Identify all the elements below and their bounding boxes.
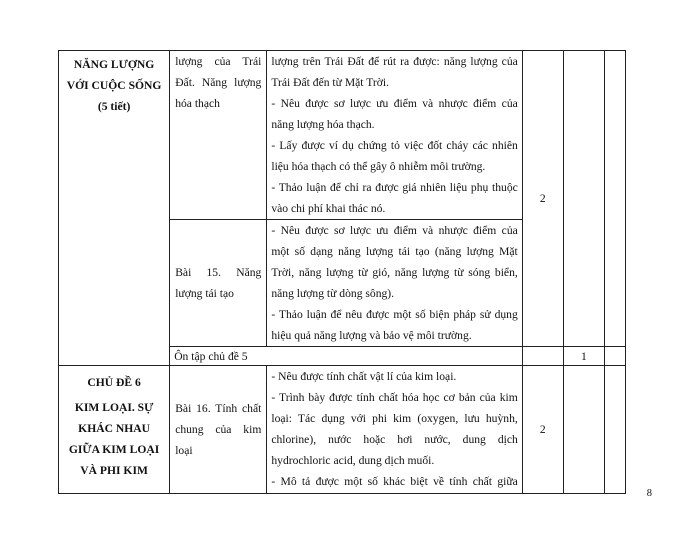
empty-cell — [563, 366, 604, 494]
lesson-cell — [170, 51, 267, 220]
requirement-line: liệu hóa thạch có thể gây ô nhiễm môi trường. — [271, 160, 486, 173]
topic-periods: (5 tiết) — [97, 100, 131, 113]
requirement-line: - Mô tả được một số khác biệt về tính chất giữa — [271, 475, 518, 488]
requirement-line: - Nêu được sơ lược ưu điểm và nhược điểm của — [271, 224, 518, 237]
requirement-line: Trời, năng lượng từ gió, năng lượng từ sóng biển, — [271, 266, 518, 279]
empty-cell — [563, 51, 604, 347]
review-label-cell — [170, 347, 523, 366]
requirements-cell — [267, 366, 522, 494]
requirement-line: - Trình bày được tính chất hóa học cơ bản của kim — [271, 391, 518, 404]
requirement-line: lượng trên Trái Đất để rút ra được: năng lượng của — [271, 55, 518, 68]
periods-value: 2 — [539, 192, 546, 205]
empty-cell — [522, 347, 563, 366]
requirement-line: năng lượng hóa thạch. — [271, 118, 375, 131]
lesson-line: loại — [175, 444, 193, 457]
lesson-cell — [170, 220, 267, 347]
review-label: Ôn tập chủ đề 5 — [174, 349, 248, 363]
empty-cell — [604, 347, 625, 366]
requirement-line: hiệu quả năng lượng và bảo vệ môi trường. — [271, 329, 472, 342]
review-periods-cell — [563, 347, 604, 366]
requirement-line: một số dạng năng lượng tái tạo (năng lượng Mặt — [271, 245, 518, 258]
table-row — [59, 51, 626, 220]
requirements-cell — [267, 220, 522, 347]
empty-cell — [604, 366, 625, 494]
lesson-line: Bài 15. Năng — [175, 266, 262, 279]
topic-6-cell — [59, 366, 170, 494]
requirement-line: - Thảo luận để nêu được một số biện pháp sử dụng — [271, 308, 518, 321]
requirement-line: loại: Tác dụng với phi kim (oxygen, lưu huỳnh, — [271, 412, 518, 425]
requirement-line: Trái Đất đến từ Mặt Trời. — [271, 76, 389, 89]
requirement-line: hydrochloric acid, dung dịch muối. — [271, 454, 435, 467]
lesson-line: lượng tái tạo — [175, 287, 234, 300]
topic-title: CHỦ ĐỀ 6 — [87, 376, 141, 389]
table-row — [59, 366, 626, 494]
empty-cell — [604, 51, 625, 347]
topic-title: KHÁC NHAU — [78, 422, 150, 435]
periods-value: 2 — [539, 423, 546, 436]
lesson-line: hóa thạch — [175, 97, 220, 110]
requirement-line: - Nêu được sơ lược ưu điểm và nhược điểm của — [271, 97, 518, 110]
periods-cell — [522, 366, 563, 494]
topic-5-cell — [59, 51, 170, 366]
review-periods-value: 1 — [580, 349, 587, 363]
requirement-line: chlorine), nước hoặc hơi nước, dung dịch — [271, 433, 518, 446]
page-number: 8 — [646, 488, 652, 499]
lesson-line: Bài 16. Tính chất — [175, 402, 262, 415]
topic-title: GIỮA KIM LOẠI — [68, 443, 160, 456]
lesson-cell — [170, 366, 267, 494]
curriculum-table — [58, 50, 626, 494]
requirement-line: năng lượng từ dòng sông). — [271, 287, 395, 300]
topic-title: VỚI CUỘC SỐNG — [66, 79, 162, 92]
requirement-line: - Lấy được ví dụ chứng tỏ việc đốt cháy các nhiên — [271, 139, 518, 152]
lesson-line: lượng của Trái — [175, 55, 262, 68]
topic-title: NĂNG LƯỢNG — [73, 58, 155, 71]
lesson-line: Đất. Năng lượng — [175, 76, 262, 89]
requirement-line: - Thảo luận để chỉ ra được giá nhiên liệu phụ thuộc — [271, 181, 518, 194]
topic-title: VÀ PHI KIM — [80, 464, 148, 477]
periods-cell — [522, 51, 563, 347]
requirements-cell — [267, 51, 522, 220]
requirement-line: - Nêu được tính chất vật lí của kim loại. — [271, 370, 457, 383]
lesson-line: chung của kim — [175, 423, 262, 436]
requirement-line: vào chi phí khai thác nó. — [271, 202, 386, 215]
topic-title: KIM LOẠI. SỰ — [74, 401, 154, 414]
